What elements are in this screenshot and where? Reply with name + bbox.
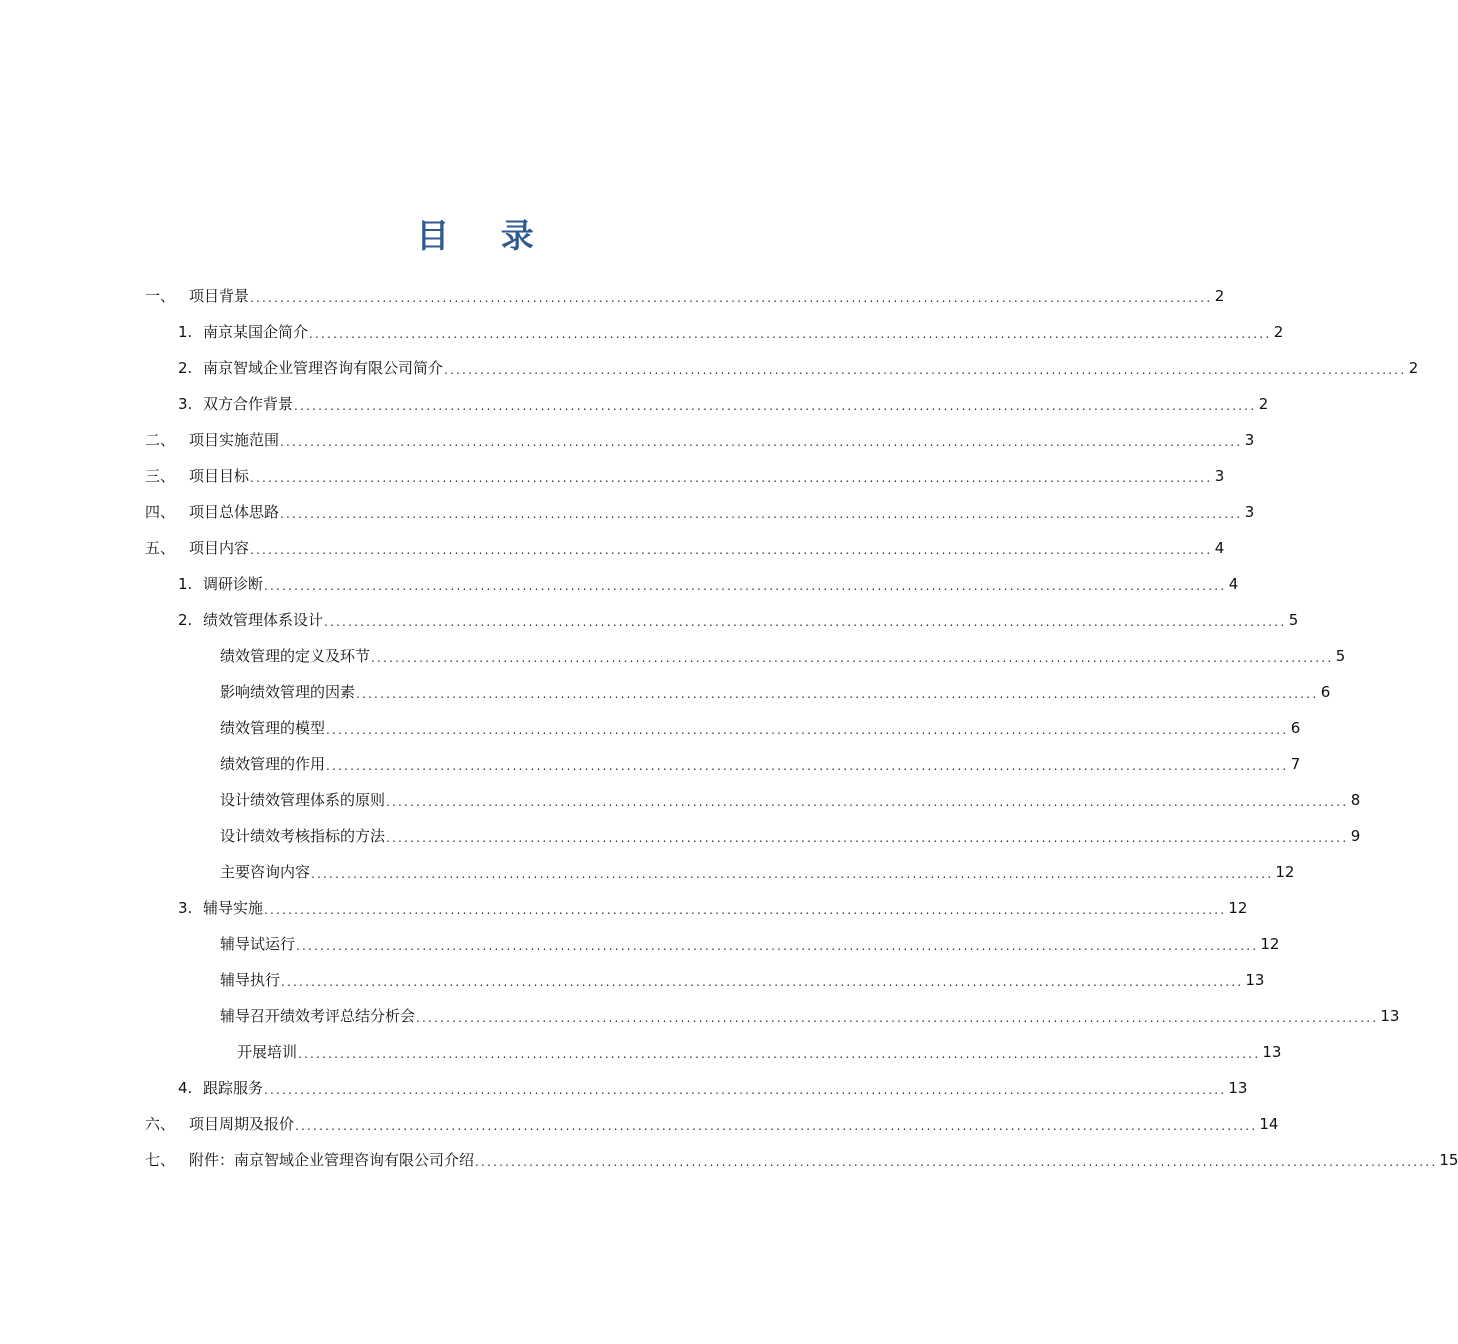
toc-entry-page: 13	[1380, 1007, 1400, 1025]
toc-entry[interactable]	[220, 746, 1301, 782]
toc-leader-dots: ................................................................................................................................................................	[264, 902, 1227, 917]
toc-entry-number: 三、	[145, 467, 176, 485]
toc-entry-page: 5	[1288, 611, 1299, 629]
toc-entry-title: 双方合作背景	[203, 395, 294, 413]
toc-leader-dots: ................................................................................................................................................................	[326, 758, 1289, 773]
toc-entry[interactable]	[178, 890, 1248, 926]
toc-entry-page: 5	[1335, 647, 1346, 665]
toc-entry-title: 绩效管理的定义及环节	[220, 647, 371, 665]
toc-leader-dots: ................................................................................................................................................................	[264, 1082, 1227, 1097]
toc-entry-number: 3.	[178, 395, 193, 413]
toc-entry-page: 7	[1290, 755, 1301, 773]
toc-entry-page: 2	[1408, 359, 1419, 377]
toc-entry[interactable]	[220, 998, 1400, 1034]
toc-leader-dots: ................................................................................................................................................................	[475, 1154, 1438, 1169]
toc-entry[interactable]	[178, 566, 1239, 602]
toc-leader-dots: ................................................................................................................................................................	[294, 398, 1257, 413]
toc-entry[interactable]	[220, 818, 1361, 854]
toc-entry-page: 12	[1228, 899, 1248, 917]
toc-entry-title: 影响绩效管理的因素	[220, 683, 356, 701]
toc-entry[interactable]	[220, 926, 1280, 962]
toc-entry-page: 6	[1320, 683, 1331, 701]
toc-entry-title: 项目目标	[189, 467, 250, 485]
toc-entry-title: 项目背景	[189, 287, 250, 305]
toc-entry[interactable]	[145, 1106, 1279, 1142]
toc-leader-dots: ................................................................................................................................................................	[264, 578, 1227, 593]
toc-entry-page: 8	[1350, 791, 1361, 809]
toc-entry-number: 1.	[178, 575, 193, 593]
toc-entry[interactable]	[220, 674, 1331, 710]
toc-entry-title: 设计绩效管理体系的原则	[220, 791, 386, 809]
toc-entry[interactable]	[220, 854, 1295, 890]
toc-entry-number: 4.	[178, 1079, 193, 1097]
toc-leader-dots: ................................................................................................................................................................	[281, 974, 1244, 989]
toc-leader-dots: ................................................................................................................................................................	[326, 722, 1289, 737]
toc-entry-page: 2	[1214, 287, 1225, 305]
toc-leader-dots: ................................................................................................................................................................	[356, 686, 1319, 701]
toc-entry-title: 辅导实施	[203, 899, 264, 917]
toc-entry[interactable]	[145, 1142, 1458, 1178]
toc-entry-page: 2	[1273, 323, 1284, 341]
toc-entry-title: 附件：南京智域企业管理咨询有限公司介绍	[189, 1151, 475, 1169]
toc-entry[interactable]	[220, 638, 1346, 674]
toc-entry-title: 南京某国企简介	[203, 323, 309, 341]
toc-entry[interactable]	[220, 962, 1265, 998]
toc-entry-page: 9	[1350, 827, 1361, 845]
toc-leader-dots: ................................................................................................................................................................	[386, 830, 1349, 845]
toc-entry-number: 四、	[145, 503, 176, 521]
toc-entry-title: 主要咨询内容	[220, 863, 311, 881]
toc-entry-page: 3	[1244, 431, 1255, 449]
toc-leader-dots: ................................................................................................................................................................	[444, 362, 1407, 377]
toc-entry-title: 调研诊断	[203, 575, 264, 593]
toc-leader-dots: ................................................................................................................................................................	[311, 866, 1274, 881]
toc-leader-dots: ................................................................................................................................................................	[250, 470, 1213, 485]
toc-leader-dots: ................................................................................................................................................................	[324, 614, 1287, 629]
toc-entry-page: 4	[1228, 575, 1239, 593]
toc-entry-title: 辅导召开绩效考评总结分析会	[220, 1007, 416, 1025]
toc-leader-dots: ................................................................................................................................................................	[296, 938, 1259, 953]
toc-entry-page: 6	[1290, 719, 1301, 737]
toc-entry-title: 项目实施范围	[189, 431, 280, 449]
toc-entry-page: 2	[1258, 395, 1269, 413]
toc-entry-title: 项目周期及报价	[189, 1115, 295, 1133]
toc-entry-page: 13	[1245, 971, 1265, 989]
toc-entry[interactable]	[237, 1034, 1282, 1070]
toc-entry[interactable]	[178, 350, 1419, 386]
toc-entry[interactable]	[145, 530, 1225, 566]
toc-entry-title: 绩效管理体系设计	[203, 611, 324, 629]
toc-leader-dots: ................................................................................................................................................................	[386, 794, 1349, 809]
toc-entry-title: 跟踪服务	[203, 1079, 264, 1097]
toc-entry-page: 4	[1214, 539, 1225, 557]
toc-entry[interactable]	[145, 494, 1255, 530]
toc-leader-dots: ................................................................................................................................................................	[250, 290, 1213, 305]
toc-entry-page: 3	[1244, 503, 1255, 521]
toc-leader-dots: ................................................................................................................................................................	[371, 650, 1334, 665]
toc-entry-number: 二、	[145, 431, 176, 449]
toc-entry-number: 3.	[178, 899, 193, 917]
toc-entry-number: 1.	[178, 323, 193, 341]
toc-entry-number: 七、	[145, 1151, 176, 1169]
toc-leader-dots: ................................................................................................................................................................	[250, 542, 1213, 557]
toc-entry[interactable]	[220, 710, 1301, 746]
toc-entry[interactable]	[178, 386, 1269, 422]
toc-leader-dots: ................................................................................................................................................................	[309, 326, 1272, 341]
toc-entry[interactable]	[145, 458, 1225, 494]
toc-entry-page: 3	[1214, 467, 1225, 485]
toc-entry[interactable]	[178, 1070, 1248, 1106]
toc-entry-title: 项目内容	[189, 539, 250, 557]
toc-entry-title: 绩效管理的作用	[220, 755, 326, 773]
toc-entry-page: 12	[1260, 935, 1280, 953]
toc-leader-dots: ................................................................................................................................................................	[280, 434, 1243, 449]
toc-leader-dots: ................................................................................................................................................................	[295, 1118, 1258, 1133]
toc-entry-title: 南京智域企业管理咨询有限公司简介	[203, 359, 444, 377]
toc-entry-title: 设计绩效考核指标的方法	[220, 827, 386, 845]
toc-entry-page: 15	[1439, 1151, 1458, 1169]
toc-entry-number: 六、	[145, 1115, 176, 1133]
toc-leader-dots: ................................................................................................................................................................	[416, 1010, 1379, 1025]
toc-entry[interactable]	[145, 422, 1255, 458]
toc-entry[interactable]	[178, 602, 1299, 638]
toc-entry[interactable]	[145, 278, 1225, 314]
toc-entry-title: 辅导执行	[220, 971, 281, 989]
toc-entry-page: 13	[1228, 1079, 1248, 1097]
toc-title: 目 录	[416, 216, 554, 255]
toc-entry-title: 绩效管理的模型	[220, 719, 326, 737]
toc-entry-page: 14	[1259, 1115, 1279, 1133]
toc-entry-page: 12	[1275, 863, 1295, 881]
toc-entry[interactable]	[178, 314, 1284, 350]
toc-entry-number: 2.	[178, 359, 193, 377]
toc-entry[interactable]	[220, 782, 1361, 818]
toc-entry-title: 项目总体思路	[189, 503, 280, 521]
toc-leader-dots: ................................................................................................................................................................	[280, 506, 1243, 521]
toc-entry-page: 13	[1262, 1043, 1282, 1061]
toc-leader-dots: ................................................................................................................................................................	[298, 1046, 1261, 1061]
toc-entry-number: 五、	[145, 539, 176, 557]
toc-entry-title: 辅导试运行	[220, 935, 296, 953]
toc-entry-title: 开展培训	[237, 1043, 298, 1061]
toc-entry-number: 2.	[178, 611, 193, 629]
toc-entry-number: 一、	[145, 287, 176, 305]
